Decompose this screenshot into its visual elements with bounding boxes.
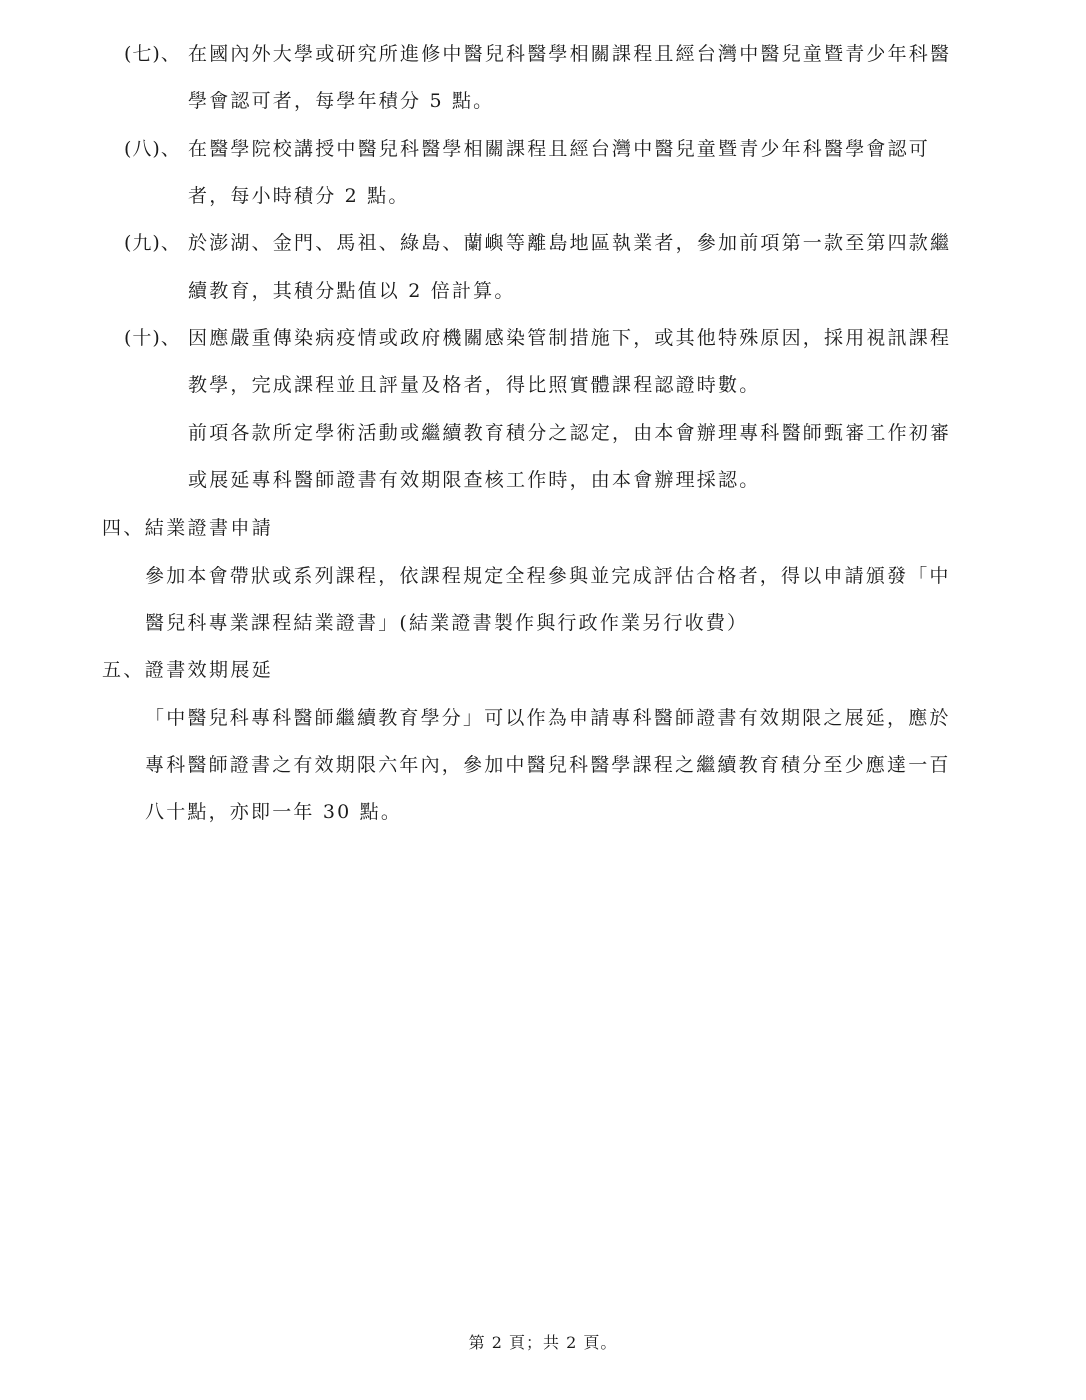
item-7-line-2: 學會認可者，每學年積分 5 點。 [188,90,495,112]
section-4-line-1: 參加本會帶狀或系列課程，依課程規定全程參與並完成評估合格者，得以申請頒發「中 [145,565,951,587]
item-7-line-1: 在國內外大學或研究所進修中醫兒科醫學相關課程且經台灣中醫兒童暨青少年科醫 [188,43,952,65]
section-5-line-2: 專科醫師證書之有效期限六年內，參加中醫兒科醫學課程之繼續教育積分至少應達一百 [145,754,951,776]
note-line-2: 或展延專科醫師證書有效期限查核工作時，由本會辦理採認。 [188,469,761,491]
section-5-line-1: 「中醫兒科專科醫師繼續教育學分」可以作為申請專科醫師證書有效期限之展延，應於 [145,707,951,729]
item-8-line-1: 在醫學院校講授中醫兒科醫學相關課程且經台灣中醫兒童暨青少年科醫學會認可 [188,138,931,160]
item-label-10: (十)、 [124,327,181,349]
section-4-title: 四、結業證書申請 [102,517,274,539]
item-9-line-2: 續教育，其積分點值以 2 倍計算。 [188,280,516,302]
item-label-8: (八)、 [124,138,181,160]
item-label-7: (七)、 [124,43,181,65]
section-5-line-3: 八十點，亦即一年 30 點。 [145,801,403,823]
item-8-line-2: 者，每小時積分 2 點。 [188,185,410,207]
note-line-1: 前項各款所定學術活動或繼續教育積分之認定，由本會辦理專科醫師甄審工作初審 [188,422,952,444]
section-5-title: 五、證書效期展延 [102,659,274,681]
item-9-line-1: 於澎湖、金門、馬祖、綠島、蘭嶼等離島地區執業者，參加前項第一款至第四款繼 [188,232,952,254]
item-label-9: (九)、 [124,232,181,254]
item-10-line-2: 教學，完成課程並且評量及格者，得比照實體課程認證時數。 [188,374,761,396]
section-4-line-2: 醫兒科專業課程結業證書」(結業證書製作與行政作業另行收費） [145,612,749,634]
page-footer: 第 2 頁；共 2 頁。 [468,1333,618,1352]
item-10-line-1: 因應嚴重傳染病疫情或政府機關感染管制措施下，或其他特殊原因，採用視訊課程 [188,327,952,349]
